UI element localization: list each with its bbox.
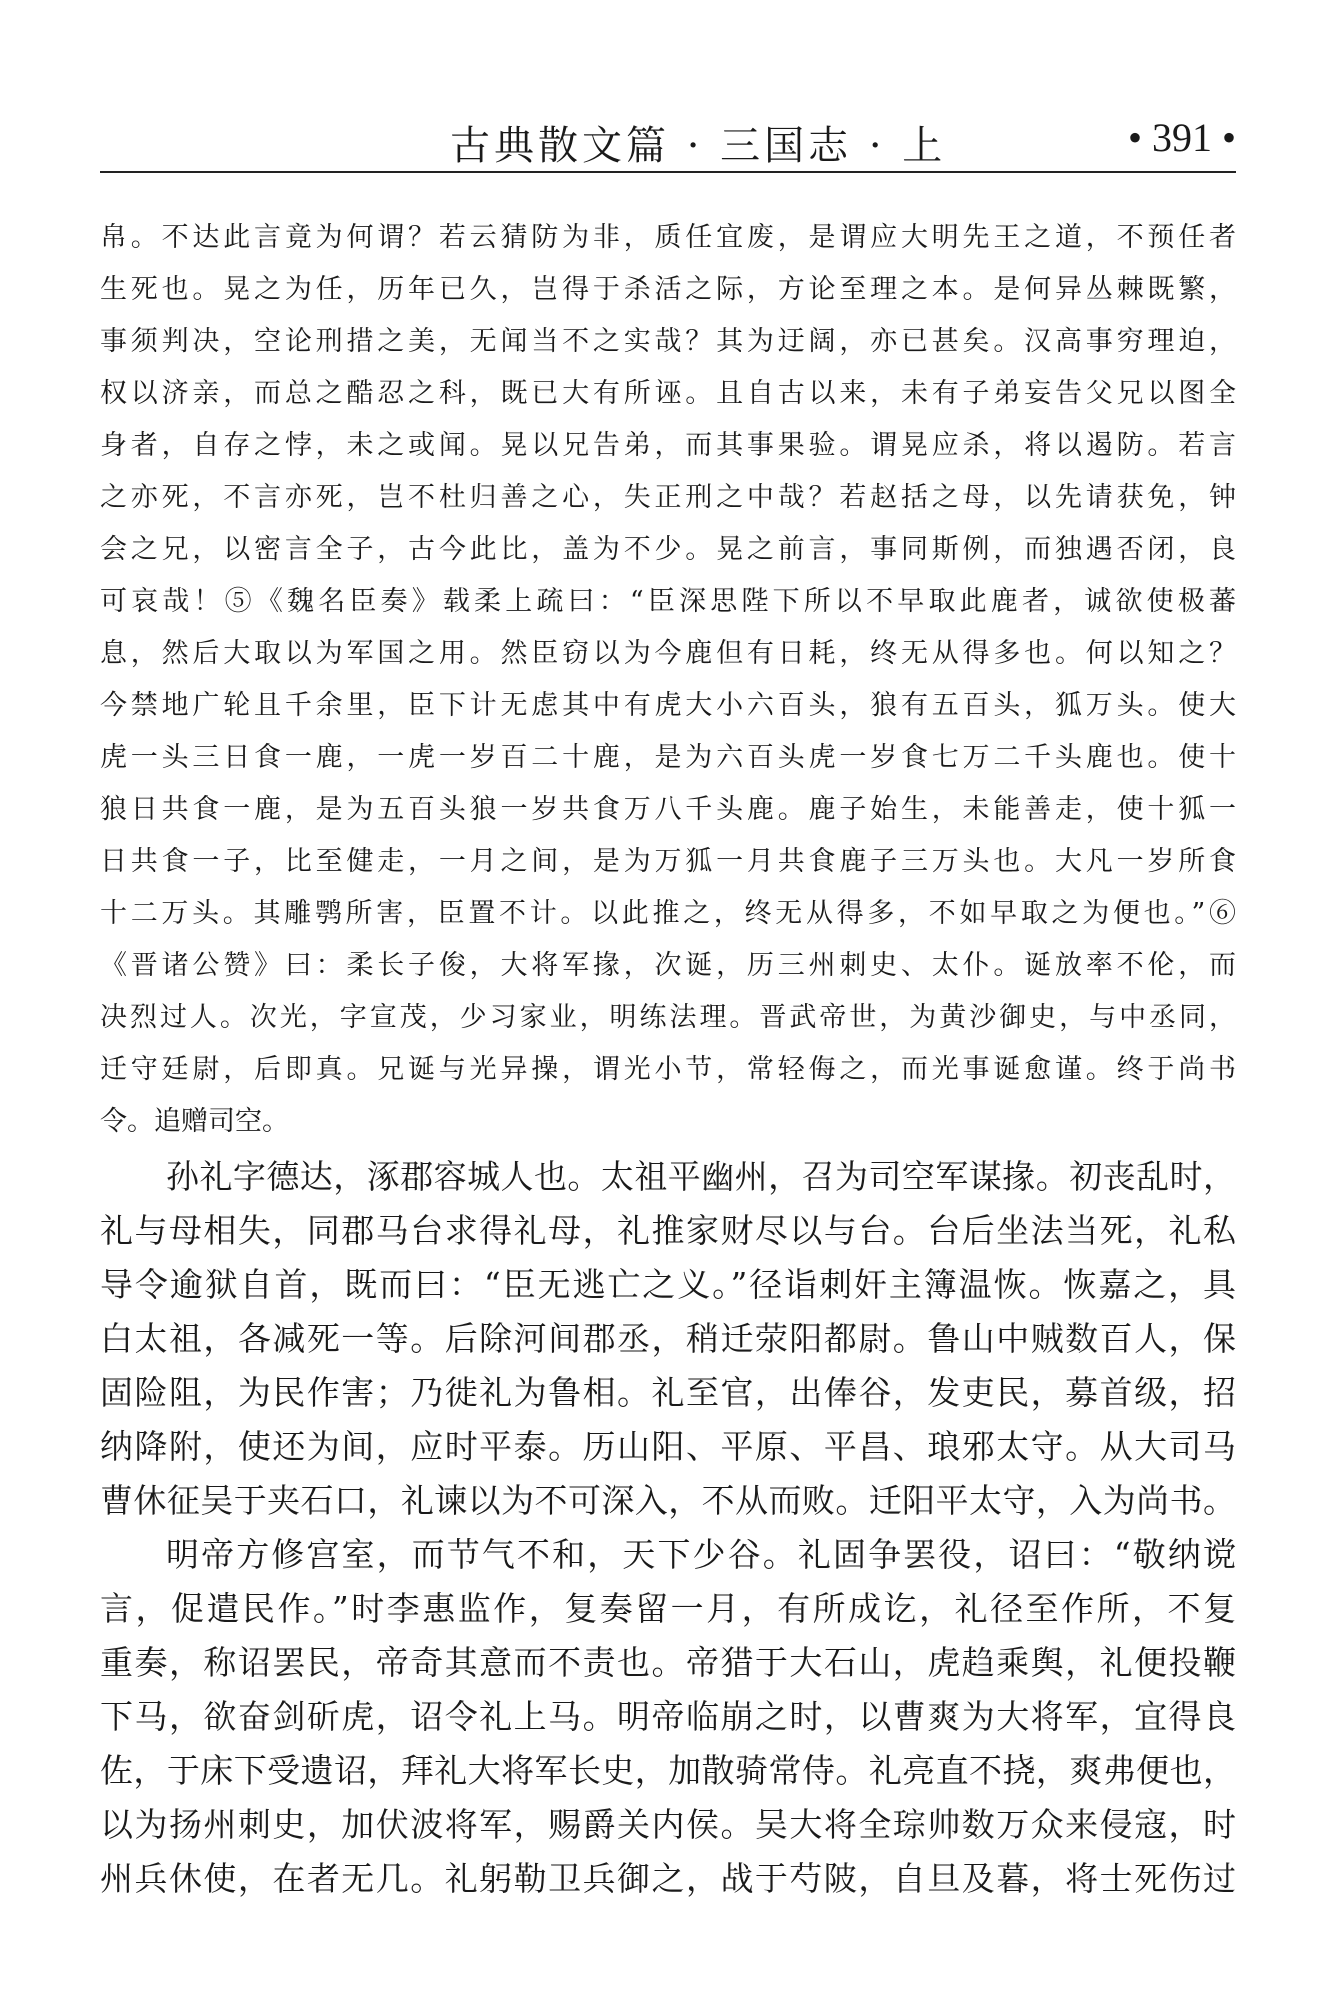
header-rule <box>100 171 1236 173</box>
note-line: 十二万头。其雕鹗所害，臣置不计。以此推之，终无从得多，不如早取之为便也。”⑥ <box>100 898 1236 929</box>
paragraph-line: 白太祖，各减死一等。后除河间郡丞，稍迁荥阳都尉。鲁山中贼数百人，保 <box>100 1319 1236 1358</box>
note-line: 息，然后大取以为军国之用。然臣窃以为今鹿但有日耗，终无从得多也。何以知之？ <box>100 638 1236 669</box>
note-line: 身者，自存之悖，未之或闻。晃以兄告弟，而其事果验。谓晃应杀，将以遏防。若言 <box>100 430 1236 461</box>
paragraph-line: 礼与母相失，同郡马台求得礼母，礼推家财尽以与台。台后坐法当死，礼私 <box>100 1211 1236 1250</box>
note-line: 帛。不达此言竟为何谓？若云猜防为非，质任宜废，是谓应大明先王之道，不预任者 <box>100 222 1236 253</box>
note-line: 决烈过人。次光，字宣茂，少习家业，明练法理。晋武帝世，为黄沙御史，与中丞同， <box>100 1002 1236 1033</box>
paragraph-line: 以为扬州刺史，加伏波将军，赐爵关内侯。吴大将全琮帅数万众来侵寇，时 <box>100 1805 1236 1844</box>
paragraph-line: 固险阻，为民作害；乃徙礼为鲁相。礼至官，出俸谷，发吏民，募首级，招 <box>100 1373 1236 1412</box>
note-line: 权以济亲，而总之酷忍之科，既已大有所诬。且自古以来，未有子弟妄告父兄以图全 <box>100 378 1236 409</box>
note-line: 今禁地广轮且千余里，臣下计无虑其中有虎大小六百头，狼有五百头，狐万头。使大 <box>100 690 1236 721</box>
paragraph-line: 孙礼字德达，涿郡容城人也。太祖平幽州，召为司空军谋掾。初丧乱时， <box>166 1157 1236 1196</box>
note-line: 令。追赠司空。 <box>100 1106 289 1137</box>
paragraph-line: 重奏，称诏罢民，帝奇其意而不责也。帝猎于大石山，虎趋乘舆，礼便投鞭 <box>100 1643 1236 1682</box>
note-line: 可哀哉！⑤《魏名臣奏》载柔上疏曰：“臣深思陛下所以不早取此鹿者，诚欲使极蕃 <box>100 586 1236 617</box>
note-line: 生死也。晃之为任，历年已久，岂得于杀活之际，方论至理之本。是何异丛棘既繁， <box>100 274 1236 305</box>
paragraph-line: 言，促遣民作。”时李惠监作，复奏留一月，有所成讫，礼径至作所，不复 <box>100 1589 1236 1628</box>
note-line: 日共食一子，比至健走，一月之间，是为万狐一月共食鹿子三万头也。大凡一岁所食 <box>100 846 1236 877</box>
paragraph-line: 佐，于床下受遗诏，拜礼大将军长史，加散骑常侍。礼亮直不挠，爽弗便也， <box>100 1751 1236 1790</box>
page-number: • 391 • <box>1127 115 1236 160</box>
note-line: 《晋诸公赞》曰：柔长子俊，大将军掾，次诞，历三州刺史、太仆。诞放率不伦，而 <box>100 950 1236 981</box>
note-line: 狼日共食一鹿，是为五百头狼一岁共食万八千头鹿。鹿子始生，未能善走，使十狐一 <box>100 794 1236 825</box>
note-line: 会之兄，以密言全子，古今此比，盖为不少。晃之前言，事同斯例，而独遇否闭，良 <box>100 534 1236 565</box>
annotation-block <box>100 212 1236 1148</box>
note-line: 迁守廷尉，后即真。兄诞与光异操，谓光小节，常轻侮之，而光事诞愈谨。终于尚书 <box>100 1054 1236 1085</box>
running-title: 古典散文篇 · 三国志 · 上 <box>450 123 947 169</box>
paragraph-line: 明帝方修宫室，而节气不和，天下少谷。礼固争罢役，诏曰：“敬纳谠 <box>166 1535 1236 1574</box>
page-header <box>100 104 1236 174</box>
paragraph-line: 曹休征吴于夹石口，礼谏以为不可深入，不从而败。迁阳平太守，入为尚书。 <box>100 1481 1236 1520</box>
paragraph-line: 州兵休使，在者无几。礼躬勒卫兵御之，战于芍陂，自旦及暮，将士死伤过 <box>100 1859 1236 1898</box>
note-line: 之亦死，不言亦死，岂不杜归善之心，失正刑之中哉？若赵括之母，以先请获免，钟 <box>100 482 1236 513</box>
main-text-block <box>100 1150 1236 1906</box>
note-line: 事须判决，空论刑措之美，无闻当不之实哉？其为迂阔，亦已甚矣。汉高事穷理迫， <box>100 326 1236 357</box>
paragraph-line: 导令逾狱自首，既而曰：“臣无逃亡之义。”径诣刺奸主簿温恢。恢嘉之，具 <box>100 1265 1236 1304</box>
paragraph-line: 纳降附，使还为间，应时平泰。历山阳、平原、平昌、琅邪太守。从大司马 <box>100 1427 1236 1466</box>
note-line: 虎一头三日食一鹿，一虎一岁百二十鹿，是为六百头虎一岁食七万二千头鹿也。使十 <box>100 742 1236 773</box>
paragraph-line: 下马，欲奋剑斫虎，诏令礼上马。明帝临崩之时，以曹爽为大将军，宜得良 <box>100 1697 1236 1736</box>
